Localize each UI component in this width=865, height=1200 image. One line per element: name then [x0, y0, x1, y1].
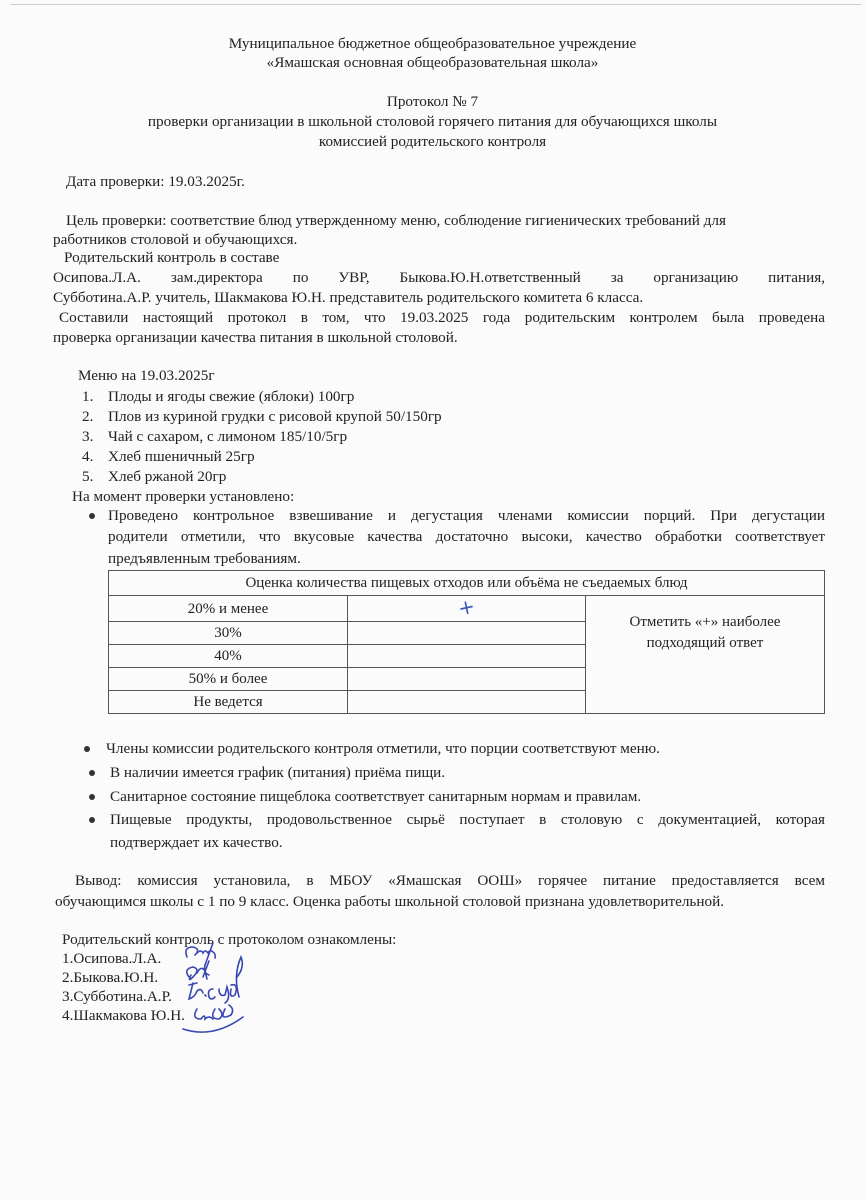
menu-heading: Меню на 19.03.2025г — [78, 367, 215, 384]
statement-line2: проверка организации качества питания в школьной столовой. — [53, 329, 458, 346]
waste-level-mark-cell[interactable] — [348, 622, 586, 645]
finding-1-line3: предъявленным требованиям. — [108, 550, 301, 567]
protocol-subtitle-line2: комиссией родительского контроля — [318, 133, 547, 150]
bullet-icon — [89, 817, 95, 823]
finding-5-line1: Пищевые продукты, продовольственное сырьё поступает в столовую с документацией, которая — [110, 811, 825, 828]
menu-item-num: 3. — [82, 428, 94, 445]
bullet-icon — [84, 746, 90, 752]
committee-line2: Субботина.А.Р. учитель, Шакмакова Ю.Н. представитель родительского комитета 6 класса. — [53, 289, 644, 306]
waste-level-mark-cell[interactable] — [348, 668, 586, 691]
protocol-title: Протокол № 7 — [386, 93, 479, 110]
waste-level-label: 50% и более — [109, 668, 348, 691]
finding-4: Санитарное состояние пищеблока соответствует санитарным нормам и правилам. — [110, 788, 642, 805]
waste-level-mark-cell[interactable] — [348, 691, 586, 714]
handwritten-signatures-icon — [175, 925, 295, 1045]
table-title: Оценка количества пищевых отходов или объёма не съедаемых блюд — [109, 571, 825, 596]
inspection-date: Дата проверки: 19.03.2025г. — [66, 173, 245, 190]
bullet-icon — [89, 513, 95, 519]
instruction-line1: Отметить «+» наиболее — [629, 614, 781, 630]
conclusion-line2: обучающимся школы с 1 по 9 класс. Оценка работы школьной столовой признана удовлетворительной. — [55, 893, 725, 910]
protocol-subtitle-line1: проверки организации в школьной столовой горячего питания для обучающихся школы — [147, 113, 718, 130]
checkmark-plus-icon: + — [455, 593, 478, 621]
statement-line1: Составили настоящий протокол в том, что 19.03.2025 года родительским контролем была проведена — [59, 309, 825, 326]
purpose-line1: Цель проверки: соответствие блюд утвержденному меню, соблюдение гигиенических требований для — [66, 212, 726, 229]
waste-level-label: Не ведется — [109, 691, 348, 714]
purpose-line2: работников столовой и обучающихся. — [53, 231, 298, 248]
menu-item: Плов из куриной грудки с рисовой крупой 50/150гр — [108, 408, 442, 425]
org-name-line1: Муниципальное бюджетное общеобразовательное учреждение — [228, 35, 637, 52]
menu-item: Хлеб пшеничный 25гр — [108, 448, 255, 465]
signatory-1: 1.Осипова.Л.А. — [62, 950, 162, 967]
finding-3: В наличии имеется график (питания) приёма пищи. — [110, 764, 446, 781]
menu-item: Плоды и ягоды свежие (яблоки) 100гр — [108, 388, 355, 405]
waste-level-mark-cell[interactable] — [348, 645, 586, 668]
waste-level-label: 30% — [109, 622, 348, 645]
waste-level-label: 40% — [109, 645, 348, 668]
conclusion-line1: Вывод: комиссия установила, в МБОУ «Ямашская ООШ» горячее питание предоставляется всем — [75, 872, 825, 889]
finding-1-line2: родители отметили, что вкусовые качества достаточно высоки, качество обработки соответствует — [108, 528, 825, 545]
org-name-line2: «Ямашская основная общеобразовательная школа» — [266, 54, 599, 71]
bullet-icon — [89, 770, 95, 776]
menu-item-num: 4. — [82, 448, 94, 465]
menu-item: Чай с сахаром, с лимоном 185/10/5гр — [108, 428, 348, 445]
findings-heading: На момент проверки установлено: — [72, 488, 295, 505]
table-row — [109, 596, 825, 622]
committee-heading: Родительский контроль в составе — [64, 249, 280, 266]
signatures-heading: Родительский контроль с протоколом ознакомлены: — [62, 931, 397, 948]
signatory-2: 2.Быкова.Ю.Н. — [62, 969, 159, 986]
waste-assessment-table — [108, 570, 825, 714]
waste-level-mark-cell[interactable] — [348, 593, 586, 622]
waste-level-label: 20% и менее — [109, 596, 348, 622]
signatory-4: 4.Шакмакова Ю.Н. — [62, 1007, 185, 1024]
finding-1-line1: Проведено контрольное взвешивание и дегустация членами комиссии порций. При дегустации — [108, 507, 825, 524]
menu-item: Хлеб ржаной 20гр — [108, 468, 227, 485]
bullet-icon — [89, 794, 95, 800]
menu-item-num: 5. — [82, 468, 94, 485]
instruction-line2: подходящий ответ — [646, 635, 764, 651]
menu-item-num: 2. — [82, 408, 94, 425]
table-instruction — [586, 596, 825, 714]
page-edge — [10, 4, 861, 5]
finding-2: Члены комиссии родительского контроля отметили, что порции соответствуют меню. — [106, 740, 660, 757]
committee-line1: Осипова.Л.А. зам.директора по УВР, Быкова.Ю.Н.ответственный за организацию питания, — [53, 269, 825, 286]
finding-5-line2: подтверждает их качество. — [110, 834, 283, 851]
menu-item-num: 1. — [82, 388, 94, 405]
signatory-3: 3.Субботина.А.Р. — [62, 988, 172, 1005]
